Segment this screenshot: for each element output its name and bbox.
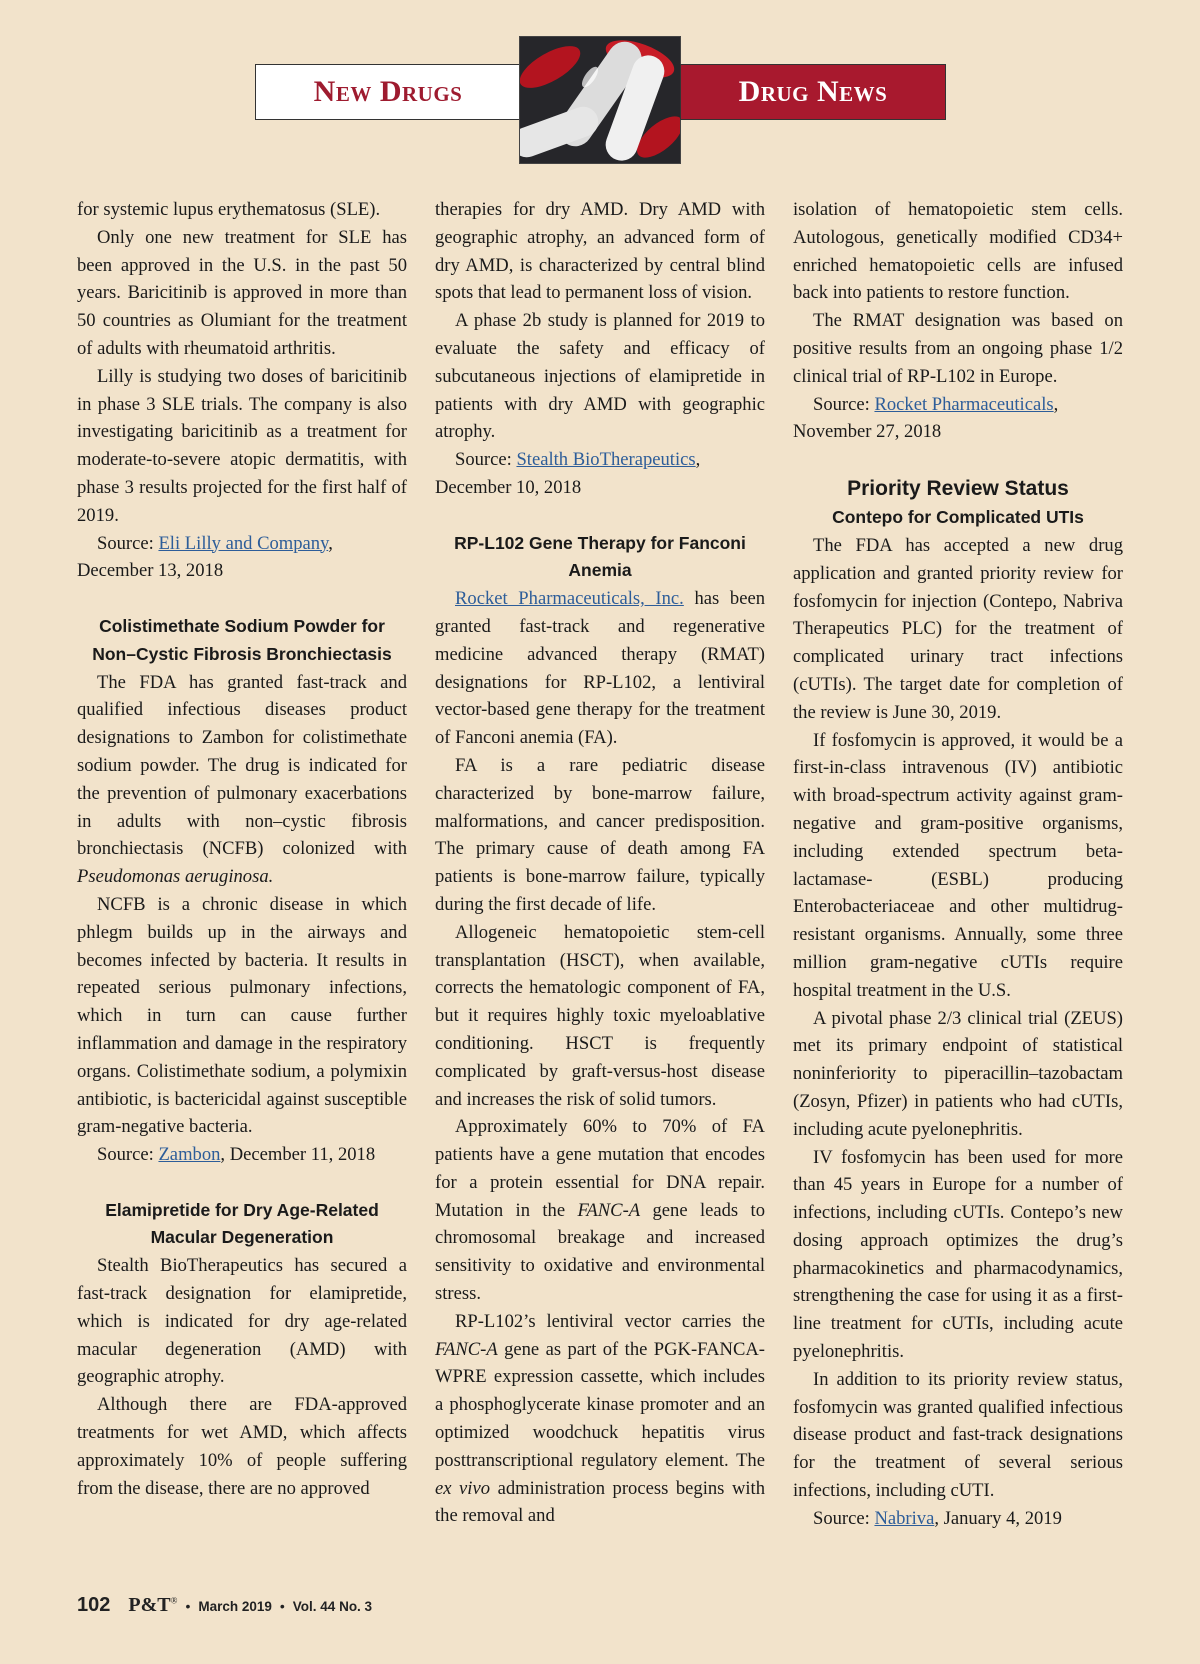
- paragraph: Although there are FDA-approved treatments for wet AMD, which affects approximately 10% of people suffering from the disease, there are no approved: [77, 1394, 407, 1499]
- colistimethate-heading: Colistimethate Sodium Powder for Non–Cystic Fibrosis Bronchiectasis: [92, 615, 392, 664]
- paragraph: A pivotal phase 2/3 clinical trial (ZEUS) met its primary endpoint of statistical noninferiority to piperacillin–tazobactam (Zosyn, Pfizer) in patients who had cUTIs, including acute pyelonephritis.: [793, 1007, 1123, 1140]
- gene-name: FANC-A: [577, 1199, 641, 1221]
- gene-name: FANC-A: [435, 1338, 498, 1360]
- elamipretide-heading: Elamipretide for Dry Age-Related Macular Degeneration: [105, 1199, 379, 1248]
- paragraph-text: administration process begins with the removal and: [435, 1477, 766, 1527]
- paragraph: The FDA has accepted a new drug application and granted priority review for fosfomycin for injection (Contepo, Nabriva Therapeutics PLC) for the treatment of complicated urinary tract infections (cUTIs). The target date for completion of the review is June 30, 2019.: [793, 534, 1123, 723]
- paragraph: [77, 669, 407, 891]
- nabriva-link[interactable]: Nabriva: [874, 1507, 935, 1529]
- rp-l102-heading: RP-L102 Gene Therapy for Fanconi Anemia: [454, 532, 746, 581]
- source-line: [77, 1141, 407, 1169]
- ex-vivo-term: ex vivo: [435, 1477, 491, 1499]
- pills-photo-graphic: [520, 37, 681, 164]
- paragraph: Stealth BioTherapeutics has secured a fast-track designation for elamipretide, which is indicated for dry age-related macular degeneration (AMD) with geographic atrophy.: [77, 1255, 407, 1388]
- separator: •: [185, 1598, 191, 1614]
- source-label: Source:: [97, 1144, 159, 1166]
- page-header: [0, 0, 1200, 180]
- source-line: [793, 1505, 1123, 1533]
- paragraph: FA is a rare pediatric disease characterized by bone-marrow failure, malformations, and cancer predisposition. The primary cause of death among FA patients is bone-marrow failure, typically during the first decade of life.: [435, 754, 765, 915]
- column-3: [793, 196, 1123, 1533]
- paragraph: therapies for dry AMD. Dry AMD with geographic atrophy, an advanced form of dry AMD, is characterized by central blind spots that lead to permanent loss of vision.: [435, 199, 765, 304]
- paragraph: Allogeneic hematopoietic stem-cell transplantation (HSCT), when available, corrects the hematologic component of FA, but it requires highly toxic myeloablative conditioning. HSCT is frequently complicated by graft-versus-host disease and increases the risk of solid tumors.: [435, 921, 765, 1110]
- paragraph: In addition to its priority review status, fosfomycin was granted qualified infectious disease product and fast-track designations for the treatment of several serious infections, including cUTI.: [793, 1368, 1123, 1502]
- zambon-link[interactable]: Zambon: [158, 1144, 221, 1166]
- paragraph-text: has been granted fast-track and regenerative medicine advanced therapy (RMAT) designations for RP-L102, a lentiviral vector-based gene therapy for the treatment of Fanconi anemia (FA).: [435, 588, 765, 749]
- column-2: [435, 196, 765, 1530]
- paragraph: If fosfomycin is approved, it would be a first-in-class intravenous (IV) antibiotic with broad-spectrum activity against gram-negative and gram-positive organisms, including extended spectrum beta-lactamase- (ESBL) producing Enterobacteriaceae and other multidrug-resistant organisms. Annually, some three million gram-negative cUTIs require hospital treatment in the U.S.: [793, 729, 1123, 1001]
- journal-name: [128, 1594, 177, 1617]
- source-line: [793, 391, 1123, 447]
- contepo-heading: Contepo for Complicated UTIs: [832, 507, 1084, 528]
- source-label: Source:: [813, 1507, 875, 1529]
- paragraph: Lilly is studying two doses of baricitinib in phase 3 SLE trials. The company is also investigating baricitinib as a treatment for moderate-to-severe atopic dermatitis, with phase 3 results projected for the first half of 2019.: [77, 365, 407, 526]
- paragraph: [435, 1308, 765, 1530]
- paragraph-text: Approximately 60% to 70% of FA patients have a gene mutation that encodes for a protein essential for DNA repair. Mutation in the: [435, 1116, 765, 1221]
- pills-photo: [519, 36, 681, 164]
- issue-date: March 2019: [198, 1599, 272, 1614]
- priority-review-heading: Priority Review Status: [847, 477, 1069, 501]
- paragraph: A phase 2b study is planned for 2019 to evaluate the safety and efficacy of subcutaneous injections of elamipretide in patients with dry AMD with geographic atrophy.: [435, 310, 765, 443]
- paragraph: for systemic lupus erythematosus (SLE).: [77, 199, 381, 220]
- paragraph: The RMAT designation was based on positive results from an ongoing phase 1/2 clinical trial of RP-L102 in Europe.: [793, 310, 1123, 387]
- paragraph-text: gene leads to chromosomal breakage and increased sensitivity to oxidative and environmental stress.: [435, 1199, 765, 1305]
- source-date: , December 13, 2018: [77, 532, 333, 582]
- paragraph: [435, 585, 765, 752]
- paragraph-text: RP-L102’s lentiviral vector carries the: [455, 1310, 765, 1332]
- source-date: , December 10, 2018: [435, 449, 701, 498]
- eli-lilly-link[interactable]: Eli Lilly and Company: [158, 532, 329, 554]
- paragraph: NCFB is a chronic disease in which phlegm builds up in the airways and becomes infected by bacteria. It results in repeated serious pulmonary infections, which in turn can cause further inflammation and damage in the respiratory organs. Colistimethate sodium, a polymixin antibiotic, is bactericidal against susceptible gram-negative bacteria.: [77, 893, 407, 1138]
- source-label: Source:: [97, 532, 159, 554]
- source-date: , December 11, 2018: [220, 1144, 376, 1166]
- paragraph: isolation of hematopoietic stem cells. Autologous, genetically modified CD34+ enriched hematopoietic cells are infused back into patients to restore function.: [793, 199, 1123, 304]
- registered-mark: ®: [170, 1595, 178, 1606]
- stealth-biotherapeutics-link[interactable]: Stealth BioTherapeutics: [516, 449, 696, 471]
- species-name: Pseudomonas aeruginosa.: [77, 866, 274, 888]
- source-label: Source:: [813, 393, 875, 415]
- rocket-pharmaceuticals-link[interactable]: Rocket Pharmaceuticals, Inc.: [455, 588, 684, 610]
- article-columns: [0, 196, 1200, 1556]
- rocket-pharmaceuticals-source-link[interactable]: Rocket Pharmaceuticals: [874, 393, 1054, 415]
- paragraph-text: The FDA has granted fast-track and qualified infectious diseases product designations to Zambon for colistimethate sodium powder. The drug is indicated for the prevention of pulmonary exacerbations in adults with non–cystic fibrosis bronchiectasis (NCFB) colonized with: [77, 671, 407, 860]
- journal-title: P&T: [128, 1594, 171, 1616]
- column-1: [77, 196, 407, 1502]
- page-number: 102: [77, 1594, 111, 1616]
- drug-news-banner: Drug News: [680, 64, 946, 120]
- source-label: Source:: [455, 449, 517, 471]
- paragraph: [435, 1113, 765, 1308]
- paragraph: Only one new treatment for SLE has been approved in the U.S. in the past 50 years. Baricitinib is approved in more than 50 countries as Olumiant for the treatment of adults with rheumatoid arthritis.: [77, 226, 407, 359]
- paragraph: IV fosfomycin has been used for more than 45 years in Europe for a number of infections, including cUTIs. Contepo’s new dosing approach optimizes the drug’s pharmacokinetics and pharmacodynamics, strengthening the case for using it as a first-line treatment for cUTIs, including acute pyelonephritis.: [793, 1146, 1123, 1363]
- source-line: [435, 446, 765, 502]
- source-date: , January 4, 2019: [934, 1507, 1062, 1529]
- issue-volume: Vol. 44 No. 3: [292, 1599, 373, 1614]
- separator: •: [279, 1598, 285, 1614]
- page-footer: [77, 1594, 372, 1617]
- source-line: [77, 530, 407, 586]
- paragraph-text: gene as part of the PGK-FANCA-WPRE expression cassette, which includes a phosphoglycerate kinase promoter and an optimized woodchuck hepatitis virus posttranscriptional regulatory element. The: [435, 1338, 765, 1471]
- new-drugs-banner: New Drugs: [255, 64, 521, 120]
- source-date: , November 27, 2018: [793, 393, 1059, 443]
